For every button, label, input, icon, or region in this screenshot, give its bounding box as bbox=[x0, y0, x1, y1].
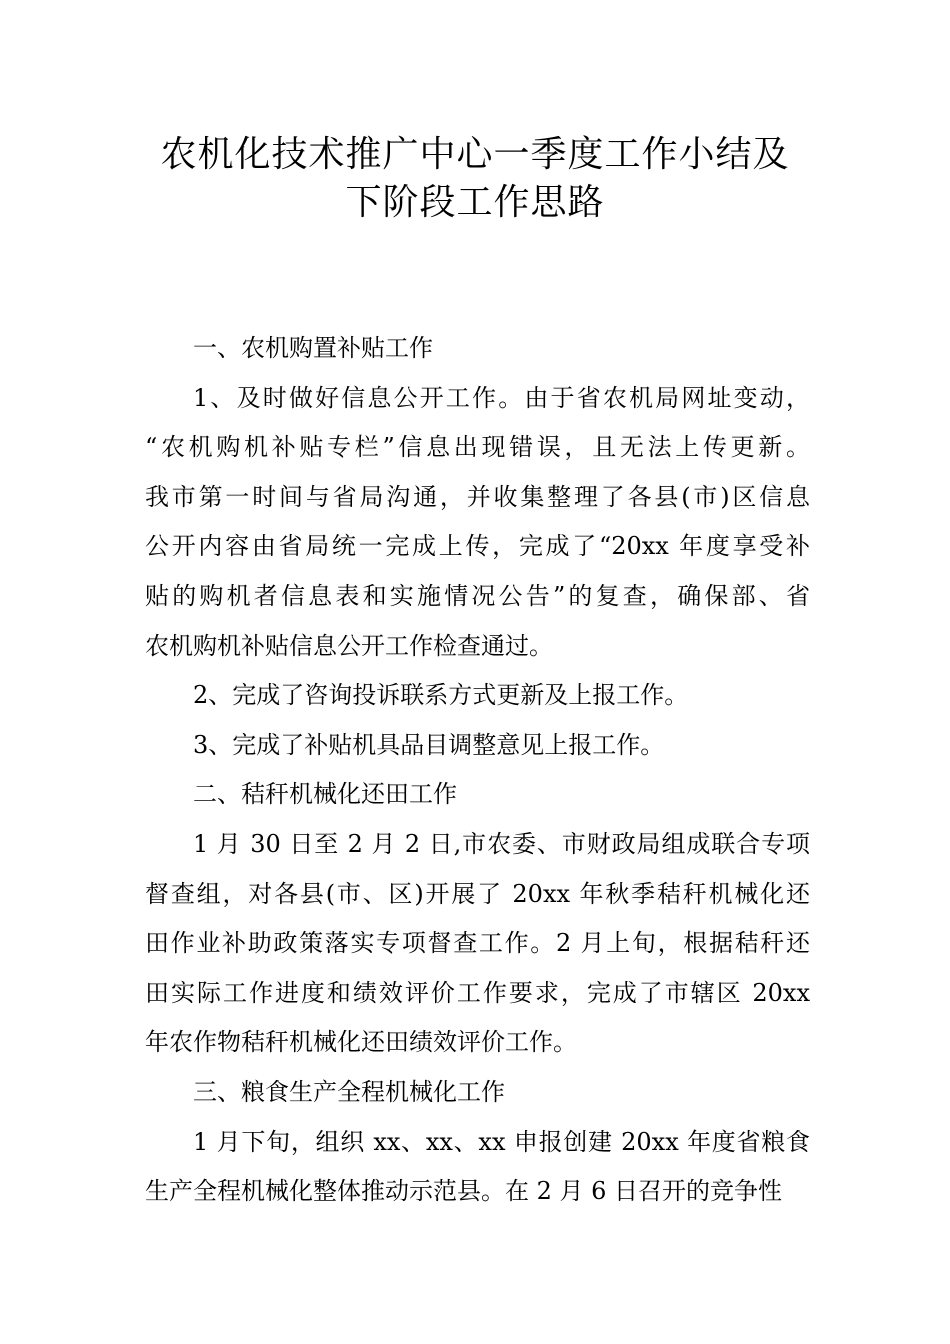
body-paragraph bbox=[145, 721, 810, 771]
text-line: 公开内容由省局统一完成上传，完成了“20xx 年度享受补 bbox=[145, 532, 810, 561]
text-line: “农机购机补贴专栏”信息出现错误，且无法上传更新。 bbox=[145, 433, 810, 462]
text-line: 三、粮食生产全程机械化工作 bbox=[193, 1077, 505, 1106]
text-line: 田实际工作进度和绩效评价工作要求，完成了市辖区 20xx bbox=[145, 978, 810, 1007]
body-paragraph bbox=[145, 671, 810, 721]
body-paragraph bbox=[145, 1118, 810, 1217]
text-line: 1 月 30 日至 2 月 2 日,市农委、市财政局组成联合专项 bbox=[193, 829, 810, 858]
text-line: 贴的购机者信息表和实施情况公告”的复查，确保部、省 bbox=[145, 581, 810, 610]
text-line: 我市第一时间与省局沟通，并收集整理了各县(市)区信息 bbox=[145, 482, 810, 511]
text-line: 一、农机购置补贴工作 bbox=[193, 334, 433, 362]
document-title-line-1: 农机化技术推广中心一季度工作小结及 bbox=[160, 134, 790, 175]
document-body bbox=[145, 324, 810, 1217]
text-line: 1、及时做好信息公开工作。由于省农机局网址变动， bbox=[193, 383, 810, 412]
text-line: 农机购机补贴信息公开工作检查通过。 bbox=[145, 631, 553, 660]
text-line: 年农作物秸秆机械化还田绩效评价工作。 bbox=[145, 1028, 577, 1057]
text-line: 2、完成了咨询投诉联系方式更新及上报工作。 bbox=[193, 681, 689, 710]
document-title-line-2: 下阶段工作思路 bbox=[345, 182, 605, 223]
text-line: 督查组，对各县(市、区)开展了 20xx 年秋季秸秆机械化还 bbox=[145, 879, 810, 908]
section-heading bbox=[145, 770, 810, 820]
text-line: 二、秸秆机械化还田工作 bbox=[193, 780, 457, 809]
text-line: 田作业补助政策落实专项督查工作。2 月上旬，根据秸秆还 bbox=[145, 929, 810, 958]
body-paragraph bbox=[145, 374, 810, 672]
text-line: 1 月下旬，组织 xx、xx、xx 申报创建 20xx 年度省粮食 bbox=[193, 1127, 810, 1156]
text-line: 3、完成了补贴机具品目调整意见上报工作。 bbox=[193, 730, 665, 759]
section-heading bbox=[145, 1068, 810, 1118]
body-paragraph bbox=[145, 820, 810, 1068]
section-heading bbox=[145, 324, 810, 374]
text-line: 生产全程机械化整体推动示范县。在 2 月 6 日召开的竞争性 bbox=[145, 1177, 783, 1206]
